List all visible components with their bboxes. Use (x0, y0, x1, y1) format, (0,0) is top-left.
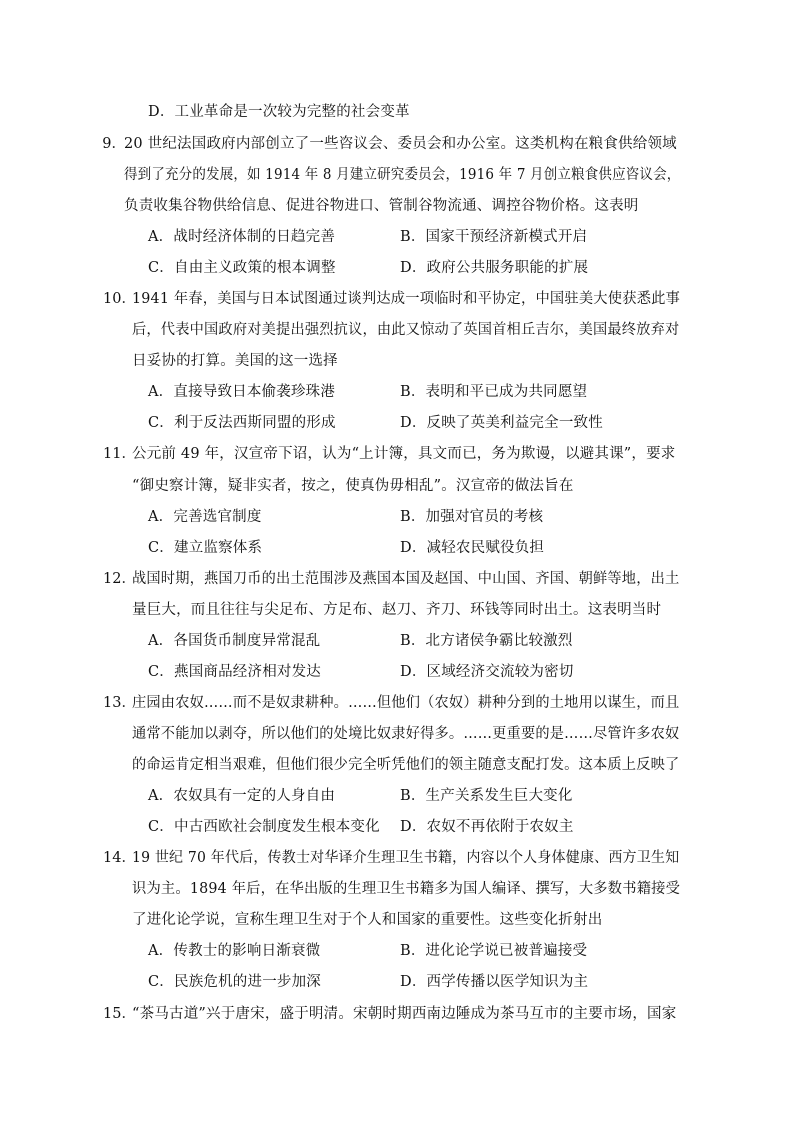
q14-line-1: 19 世纪 70 年代后，传教士对华译介生理卫生书籍，内容以个人身体健康、西方卫生知 (132, 850, 680, 866)
q10-option-b: B．表明和平已成为共同愿望 (400, 384, 588, 400)
q13-line-1: 庄园由农奴……而不是奴隶耕种。……但他们（农奴）耕种分到的土地用以谋生，而且 (132, 695, 680, 711)
q12-line-1: 战国时期，燕国刀币的出土范围涉及燕国本国及赵国、中山国、齐国、朝鲜等地，出土 (132, 571, 680, 587)
q9-option-c: C．自由主义政策的根本调整 (148, 260, 336, 276)
q11-option-d: D．减轻农民赋役负担 (400, 540, 545, 556)
q12-option-a: A．各国货币制度异常混乱 (148, 633, 321, 649)
q13-option-a: A．农奴具有一定的人身自由 (148, 788, 336, 804)
q14-option-c: C．民族危机的进一步加深 (148, 974, 321, 990)
q10-option-d: D．反映了英美利益完全一致性 (400, 415, 603, 431)
q9-option-a: A．战时经济体制的日趋完善 (148, 229, 336, 245)
q9-line-3: 负责收集谷物供给信息、促进谷物进口、管制谷物流通、调控谷物价格。这表明 (124, 198, 639, 214)
q11-line-2: “御史察计簿，疑非实者，按之，使真伪毋相乱”。汉宣帝的做法旨在 (132, 478, 574, 494)
q11-option-b: B．加强对官员的考核 (400, 509, 544, 525)
q10-number: 10． (103, 291, 136, 307)
q10-line-1: 1941 年春，美国与日本试图通过谈判达成一项临时和平协定，中国驻美大使获悉此事 (132, 291, 681, 307)
q10-line-3: 日妥协的打算。美国的这一选择 (132, 353, 338, 369)
q12-option-d: D．区域经济交流较为密切 (400, 664, 574, 680)
q14-option-b: B．进化论学说已被普遍接受 (400, 943, 588, 959)
q12-number: 12． (103, 571, 136, 587)
q9-number: 9． (102, 136, 126, 152)
q12-option-b: B．北方诸侯争霸比较激烈 (400, 633, 573, 649)
q13-line-2: 通常不能加以剥夺，所以他们的处境比奴隶好得多。……更重要的是……尽管许多农奴 (132, 726, 680, 742)
q15-number: 15． (103, 1006, 136, 1022)
q11-option-c: C．建立监察体系 (148, 540, 263, 556)
q13-line-3: 的命运肯定相当艰难，但他们很少完全听凭他们的领主随意支配打发。这本质上反映了 (132, 757, 680, 773)
q13-option-d: D．农奴不再依附于农奴主 (400, 819, 574, 835)
q9-option-b: B．国家干预经济新模式开启 (400, 229, 588, 245)
q10-option-c: C．利于反法西斯同盟的形成 (148, 415, 336, 431)
q11-number: 11． (103, 446, 136, 462)
q13-option-c: C．中古西欧社会制度发生根本变化 (148, 819, 380, 835)
q12-option-c: C．燕国商品经济相对发达 (148, 664, 321, 680)
q13-number: 13． (103, 695, 136, 711)
q14-number: 14． (103, 850, 136, 866)
q15-line-1: “茶马古道”兴于唐宋，盛于明清。宋朝时期西南边陲成为茶马互市的主要市场，国家 (132, 1006, 677, 1022)
q13-option-b: B．生产关系发生巨大变化 (400, 788, 573, 804)
q12-line-2: 量巨大，而且往往与尖足布、方足布、赵刀、齐刀、环钱等同时出土。这表明当时 (132, 602, 662, 618)
q9-line-2: 得到了充分的发展，如 1914 年 8 月建立研究委员会，1916 年 7 月创立粮食供应咨议会， (124, 167, 681, 183)
q11-option-a: A．完善选官制度 (148, 509, 262, 525)
q14-option-a: A．传教士的影响日渐衰微 (148, 943, 321, 959)
q11-line-1: 公元前 49 年，汉宣帝下诏，认为“上计簿，具文而已，务为欺谩，以避其课”，要求 (132, 446, 676, 462)
q10-line-2: 后，代表中国政府对美提出强烈抗议，由此又惊动了英国首相丘吉尔，美国最终放弃对 (132, 322, 680, 338)
q14-line-2: 识为主。1894 年后，在华出版的生理卫生书籍多为国人编译、撰写，大多数书籍接受 (132, 881, 681, 897)
q9-line-1: 20 世纪法国政府内部创立了一些咨议会、委员会和办公室。这类机构在粮食供给领域 (124, 136, 677, 152)
q9-option-d: D．政府公共服务职能的扩展 (400, 260, 589, 276)
q10-option-a: A．直接导致日本偷袭珍珠港 (148, 384, 336, 400)
q14-line-3: 了进化论学说，宣称生理卫生对于个人和国家的重要性。这些变化折射出 (132, 912, 603, 928)
q14-option-d: D．西学传播以医学知识为主 (400, 974, 589, 990)
q8-option-d: D．工业革命是一次较为完整的社会变革 (148, 104, 410, 120)
